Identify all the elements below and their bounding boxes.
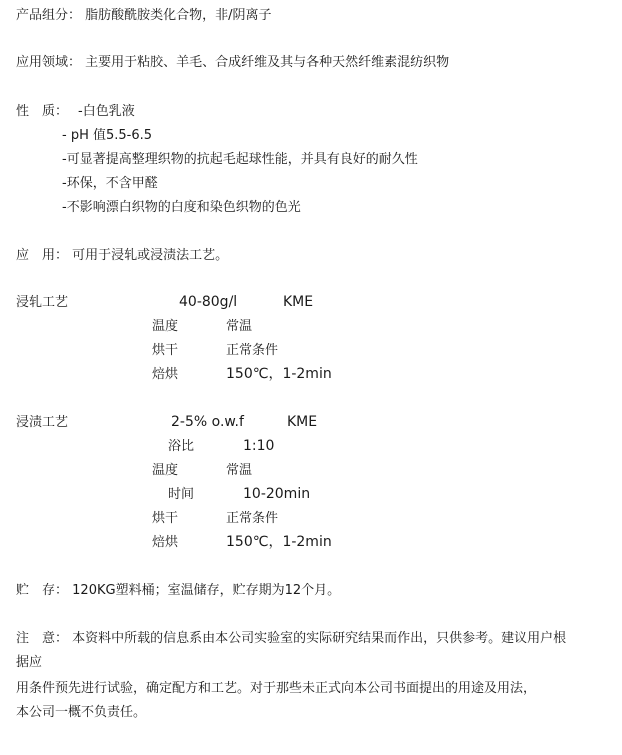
property-item: -不影响漂白织物的白度和染色织物的色光 — [62, 200, 301, 215]
exhaust-row-label: 焙烘 — [152, 535, 179, 550]
exhaust-row-label: 温度 — [152, 463, 179, 478]
padding-row-value: 正常条件 — [226, 343, 279, 358]
exhaust-row-value: 常温 — [226, 463, 253, 478]
padding-process-product: KME — [283, 294, 314, 310]
padding-process-dosage: 40-80g/l — [179, 294, 238, 310]
notice-line-4: 本公司一概不负责任。 — [16, 705, 147, 720]
exhaust-row-value: 正常条件 — [226, 511, 279, 526]
exhaust-row-label: 浴比 — [168, 439, 195, 454]
padding-row-label: 焙烘 — [152, 367, 179, 382]
property-item: -白色乳液 — [78, 104, 135, 119]
exhaust-process-dosage: 2-5% o.w.f — [171, 414, 244, 430]
padding-row-label: 烘干 — [152, 343, 179, 358]
property-item: -可显著提高整理织物的抗起毛起球性能，并具有良好的耐久性 — [62, 152, 418, 167]
notice-line-2: 据应 — [16, 655, 43, 670]
padding-row-label: 温度 — [152, 319, 179, 334]
application-field-line — [16, 54, 449, 71]
usage-line — [16, 247, 228, 264]
notice-text: 本资料中所载的信息系由本公司实验室的实际研究结果而作出，只供参考。建议用户根 — [72, 631, 567, 646]
property-item: -环保，不含甲醛 — [62, 176, 158, 191]
storage-line — [16, 582, 340, 599]
padding-row-value: 150℃，1-2min — [226, 366, 332, 382]
exhaust-row-value: 10-20min — [243, 486, 311, 502]
usage-label: 应 用： — [16, 248, 69, 263]
storage-value: 120KG塑料桶；室温储存，贮存期为12个月。 — [72, 583, 341, 598]
padding-row-value: 常温 — [226, 319, 253, 334]
application-field-label: 应用领域： — [16, 55, 82, 70]
storage-label: 贮 存： — [16, 583, 69, 598]
notice-line-3: 用条件预先进行试验，确定配方和工艺。对于那些未正式向本公司书面提出的用途及用法， — [16, 681, 537, 696]
composition-value: 脂肪酸酰胺类化合物，非/阴离子 — [85, 8, 272, 23]
exhaust-row-value: 150℃，1-2min — [226, 534, 332, 550]
application-field-value: 主要用于粘胶、羊毛、合成纤维及其与各种天然纤维素混纺织物 — [85, 55, 450, 70]
notice-line-1 — [16, 630, 566, 647]
exhaust-process-product: KME — [287, 414, 318, 430]
padding-process-title: 浸轧工艺 — [16, 295, 69, 310]
composition-line — [16, 7, 272, 24]
properties-label: 性 质： — [16, 104, 69, 119]
exhaust-row-value: 1:10 — [243, 438, 275, 454]
usage-value: 可用于浸轧或浸渍法工艺。 — [72, 248, 229, 263]
composition-label: 产品组分： — [16, 8, 82, 23]
exhaust-process-title: 浸渍工艺 — [16, 415, 69, 430]
exhaust-row-label: 烘干 — [152, 511, 179, 526]
exhaust-row-label: 时间 — [168, 487, 195, 502]
notice-label: 注 意： — [16, 631, 69, 646]
property-item: - pH 值5.5-6.5 — [62, 128, 153, 143]
